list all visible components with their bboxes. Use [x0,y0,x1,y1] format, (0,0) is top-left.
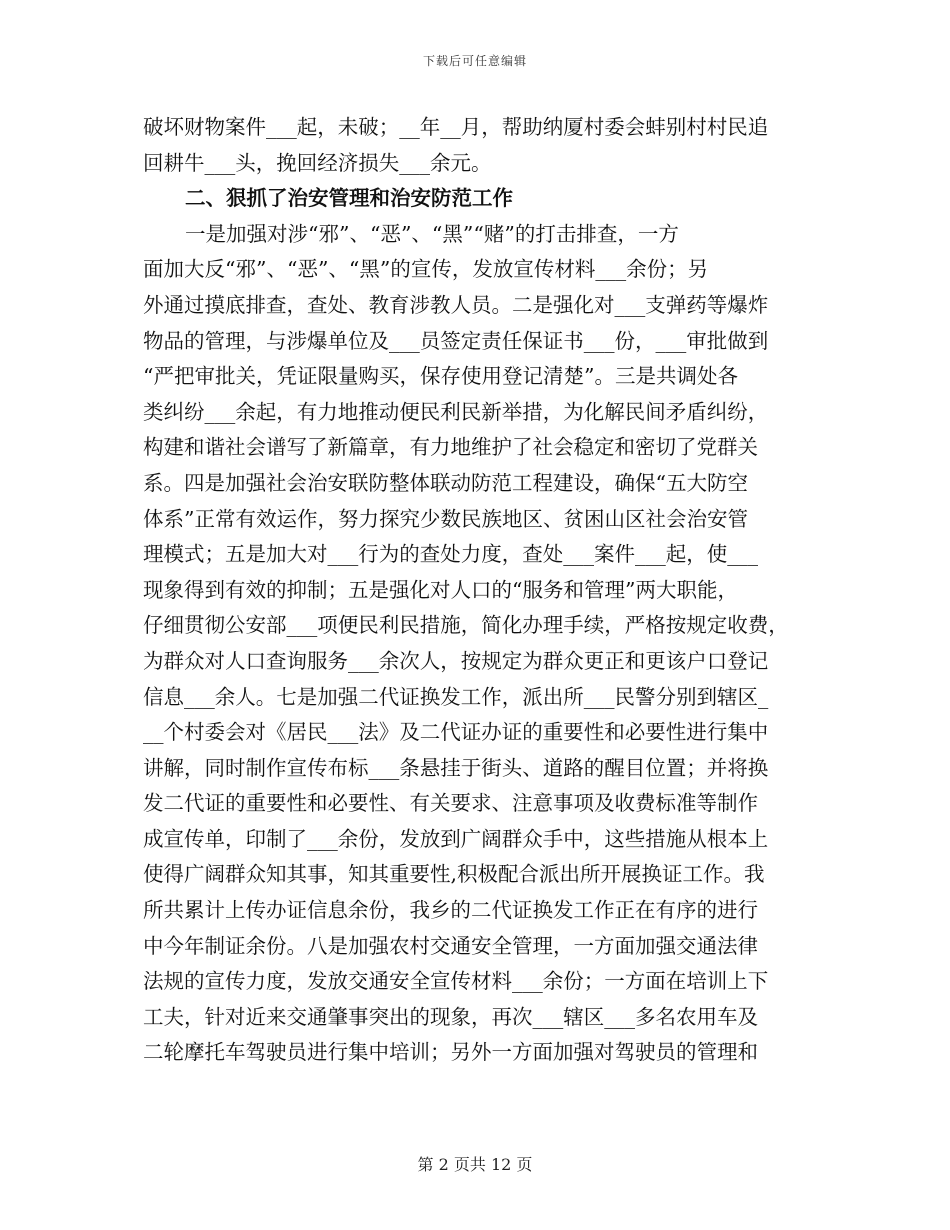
text-line: 所共累计上传办证信息余份，我乡的二代证换发工作正在有序的进行 [143,898,758,923]
document-body [143,110,815,1071]
text-line: 面加大反“邪”、“恶”、“黑”的宣传，发放宣传材料___余份；另 [143,257,709,282]
text-line: __个村委会对《居民___法》及二代证办证的重要性和必要性进行集中 [143,720,769,745]
text-line: 回耕牛___头，挽回经济损失___余元。 [143,150,492,175]
page-number-footer: 第 2 页共 12 页 [417,1155,533,1174]
text-line: 二轮摩托车驾驶员进行集中培训；另外一方面加强对驾驶员的管理和 [143,1040,758,1065]
text-line: 外通过摸底排查，查处、教育涉教人员。二是强化对___支弹药等爆炸 [143,292,769,317]
text-line: 破坏财物案件___起，未破；__年__月，帮助纳厦村委会蚌别村村民追 [143,115,769,139]
text-line: 发二代证的重要性和必要性、有关要求、注意事项及收费标准等制作 [143,791,758,816]
text-line: 现象得到有效的抑制；五是强化对人口的“服务和管理”两大职能， [143,577,738,602]
text-line: 体系”正常有效运作，努力探究少数民族地区、贫困山区社会治安管 [143,506,748,531]
paragraph-start: 一是加强对涉“邪”、“恶”、“黑”“赌”的打击排查，一方 [185,221,679,246]
text-line: 成宣传单，印制了___余份，发放到广阔群众手中，这些措施从根本上 [143,826,769,851]
text-line: 物品的管理，与涉爆单位及___员签定责任保证书___份，___审批做到 [143,328,769,353]
text-line: 法规的宣传力度，发放交通安全宣传材料___余份；一方面在培训上下 [143,969,769,994]
text-line: 仔细贯彻公安部___项便民利民措施，简化办理手续，严格按规定收费， [143,613,789,638]
text-line: 讲解，同时制作宣传布标___条悬挂于街头、道路的醒目位置；并将换 [143,755,769,780]
text-line: 构建和谐社会谱写了新篇章，有力地维护了社会稳定和密切了党群关 [143,435,758,460]
text-line: 中今年制证余份。八是加强农村交通安全管理，一方面加强交通法律 [143,933,758,958]
text-line: 理模式；五是加大对___行为的查处力度，查处___案件___起，使___ [143,542,758,567]
text-line: “严把审批关，凭证限量购买，保存使用登记清楚”。三是共调处各 [143,364,738,389]
text-line: 类纠纷___余起，有力地推动便民利民新举措，为化解民间矛盾纠纷， [143,399,769,424]
page-header: 下载后可任意编辑 [422,54,527,68]
text-line: 系。四是加强社会治安联防整体联动防范工程建设，确保“五大防空 [143,470,748,495]
section-heading: 二、狠抓了治安管理和治安防范工作 [185,186,513,211]
text-line: 为群众对人口查询服务___余次人，按规定为群众更正和更该户口登记 [143,648,769,673]
text-line: 使得广阔群众知其事，知其重要性,积极配合派出所开展换证工作。我 [143,862,765,887]
text-line: 工夫，针对近来交通肇事突出的现象，再次___辖区___多名农用车及 [143,1004,758,1029]
text-line: 信息___余人。七是加强二代证换发工作，派出所___民警分别到辖区_ [143,684,769,709]
